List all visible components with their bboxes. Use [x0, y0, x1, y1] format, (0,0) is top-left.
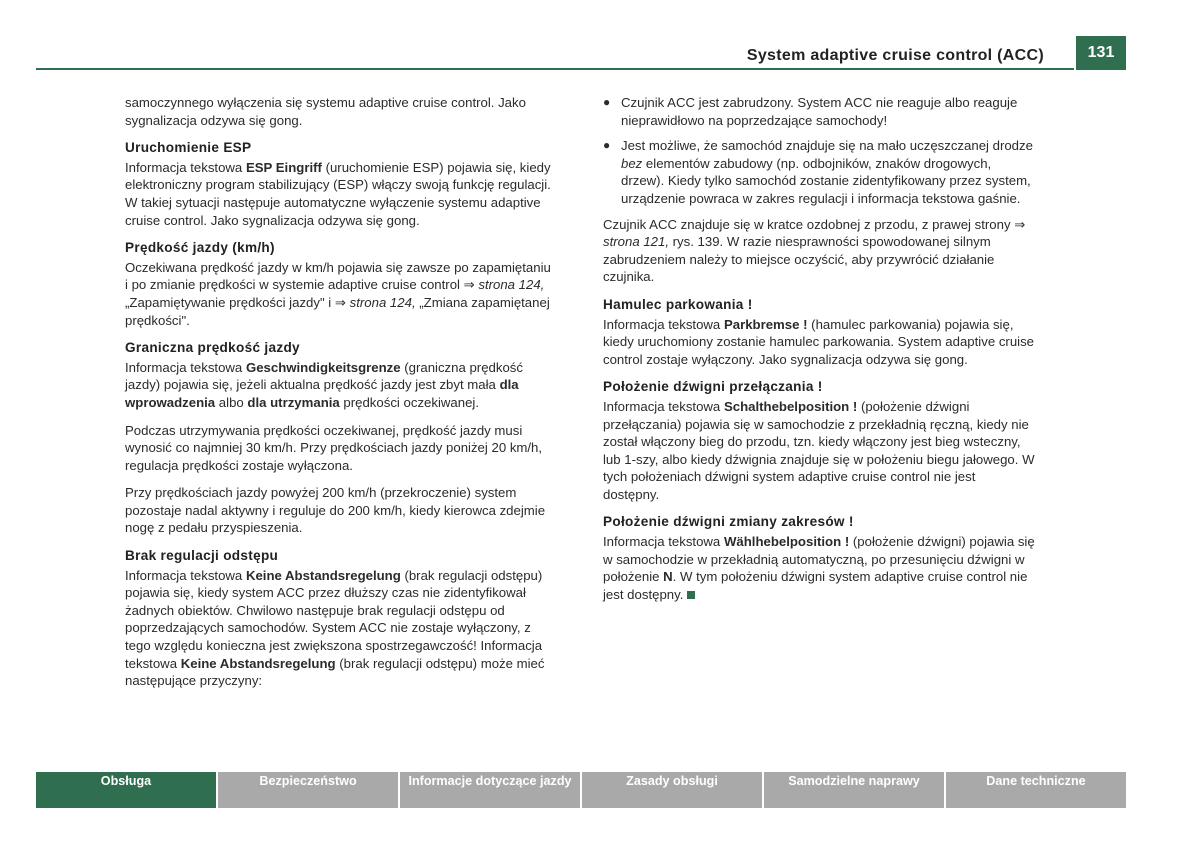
section-heading-parking: Hamulec parkowania ! — [603, 296, 753, 312]
page-number: 131 — [1076, 36, 1126, 70]
tab-obsluga[interactable]: Obsługa — [36, 772, 216, 808]
tab-informacje-jazdy[interactable]: Informacje dotyczące jazdy — [400, 772, 580, 808]
tab-dane-techniczne[interactable]: Dane techniczne — [946, 772, 1126, 808]
page-reference[interactable]: ⇒ strona 124, — [463, 277, 545, 293]
auto-paragraph: Informacja tekstowa Wählhebelposition ! (położenie dźwigni) pojawia się w samochodzie w przekładnią automatyczną, po przesunięciu dźwigni w położenie N. W tym położeniu dźwigni system adaptive cruise control nie jest dostępny. — [603, 534, 1035, 602]
tab-samodzielne-naprawy[interactable]: Samodzielne naprawy — [764, 772, 944, 808]
header-rule — [36, 68, 1074, 70]
sensor-paragraph: Czujnik ACC znajduje się w kratce ozdobnej z przodu, z prawej strony ⇒ strona 121, rys. 139. W razie niesprawności spowodowanej silnym zabrudzeniem należy to miejsce oczyścić, aby przywrócić działanie czujnika. — [603, 216, 1026, 285]
section-heading-esp: Uruchomienie ESP — [125, 140, 252, 156]
right-column — [603, 94, 1035, 613]
footer-nav — [36, 772, 1126, 808]
section-heading-distance: Brak regulacji odstępu — [125, 548, 279, 564]
tab-bezpieczenstwo[interactable]: Bezpieczeństwo — [218, 772, 398, 808]
page-reference[interactable]: ⇒ strona 121, — [603, 216, 1026, 250]
manual-paragraph: Informacja tekstowa Schalthebelposition ! (położenie dźwigni przełączania) pojawia się w samochodzie z przekładnią ręczną, kiedy nie został włączony bieg do przodu, tzn. kiedy włączony jest bieg wsteczny, lub 1-szy, albo kiedy dźwignia znajduje się w położeniu biegu jałowego. W tych położeniach dźwigni system adaptive cruise control nie jest dostępny. — [603, 398, 1035, 502]
distance-paragraph: Informacja tekstowa Keine Abstandsregelung (brak regulacji odstępu) pojawia się, kiedy system ACC przez dłuższy czas nie zidentyfikował żadnych obiektów. Chwilowo następuje brak regulacji odstępu od poprzedzających samochodów. System ACC nie zostaje wyłączony, z tego względu konieczna jest zwiększona spostrzegawczość! Informacja tekstowa Keine Abstandsregelung (brak regulacji odstępu) może mieć następujące przyczyny: — [125, 567, 545, 689]
page-reference[interactable]: ⇒ strona 124, — [334, 294, 416, 310]
limit-paragraph-2: Podczas utrzymywania prędkości oczekiwanej, prędkość jazdy musi wynosić co najmniej 30 km/h. Przy prędkościach jazdy poniżej 20 km/h, regulacja prędkości zostaje wyłączona. — [125, 422, 543, 473]
speed-paragraph: Oczekiwana prędkość jazdy w km/h pojawia się zawsze po zapamiętaniu i po zmianie prędkości w systemie adaptive cruise control ⇒ strona 124, „Zapamiętywanie prędkości jazdy" i ⇒ strona 124, „Zmiana zapamiętanej prędkości". — [125, 259, 551, 328]
intro-paragraph: samoczynnego wyłączenia się systemu adaptive cruise control. Jako sygnalizacja odzywa się gong. — [125, 95, 526, 128]
section-heading-limit: Graniczna prędkość jazdy — [125, 340, 300, 356]
end-mark-icon — [687, 591, 695, 599]
bullet-icon: ● — [603, 138, 611, 153]
limit-paragraph-3: Przy prędkościach jazdy powyżej 200 km/h (przekroczenie) system pozostaje nadal aktywny i reguluje do 200 km/h, kiedy kierowca zdejmie nogę z pedału przyspieszenia. — [125, 485, 546, 536]
section-heading-manual: Położenie dźwigni przełączania ! — [603, 379, 823, 395]
bullet-icon: ● — [603, 95, 611, 109]
limit-paragraph: Informacja tekstowa Geschwindigkeitsgrenze (graniczna prędkość jazdy) pojawia się, jeżeli aktualna prędkość jazdy jest zbyt mała dla wprowadzenia albo dla utrzymania prędkości oczekiwanej. — [125, 359, 523, 410]
section-heading-auto: Położenie dźwigni zmiany zakresów ! — [603, 514, 854, 530]
tab-zasady-obslugi[interactable]: Zasady obsługi — [582, 772, 762, 808]
left-column — [125, 94, 557, 700]
parking-paragraph: Informacja tekstowa Parkbremse ! (hamulec parkowania) pojawia się, kiedy uruchomiony zostanie hamulec parkowania. System adaptive cruise control zostaje wyłączony. Jako sygnalizacja odzywa się gong. — [603, 316, 1035, 367]
page-title: System adaptive cruise control (ACC) — [746, 47, 1044, 64]
list-item: ● Czujnik ACC jest zabrudzony. System ACC nie reaguje albo reaguje nieprawidłowo na poprzedzające samochody! — [603, 95, 1018, 128]
list-item: ● Jest możliwe, że samochód znajduje się na mało uczęszczanej drodze bez elementów zabudowy (np. odbojników, znaków drogowych, drzew). Kiedy tylko samochód zostanie zidentyfikowany przez system, urządzenie powraca w zakres regulacji i informacja tekstowa gaśnie. — [603, 138, 1033, 206]
esp-paragraph: Informacja tekstowa ESP Eingriff (uruchomienie ESP) pojawia się, kiedy elektroniczny program stabilizujący (ESP) włączy swoją funkcję regulacji. W takiej sytuacji następuje automatyczne wyłączenie systemu adaptive cruise control. Jako sygnalizacja odzywa się gong. — [125, 159, 551, 228]
section-heading-speed: Prędkość jazdy (km/h) — [125, 240, 275, 256]
